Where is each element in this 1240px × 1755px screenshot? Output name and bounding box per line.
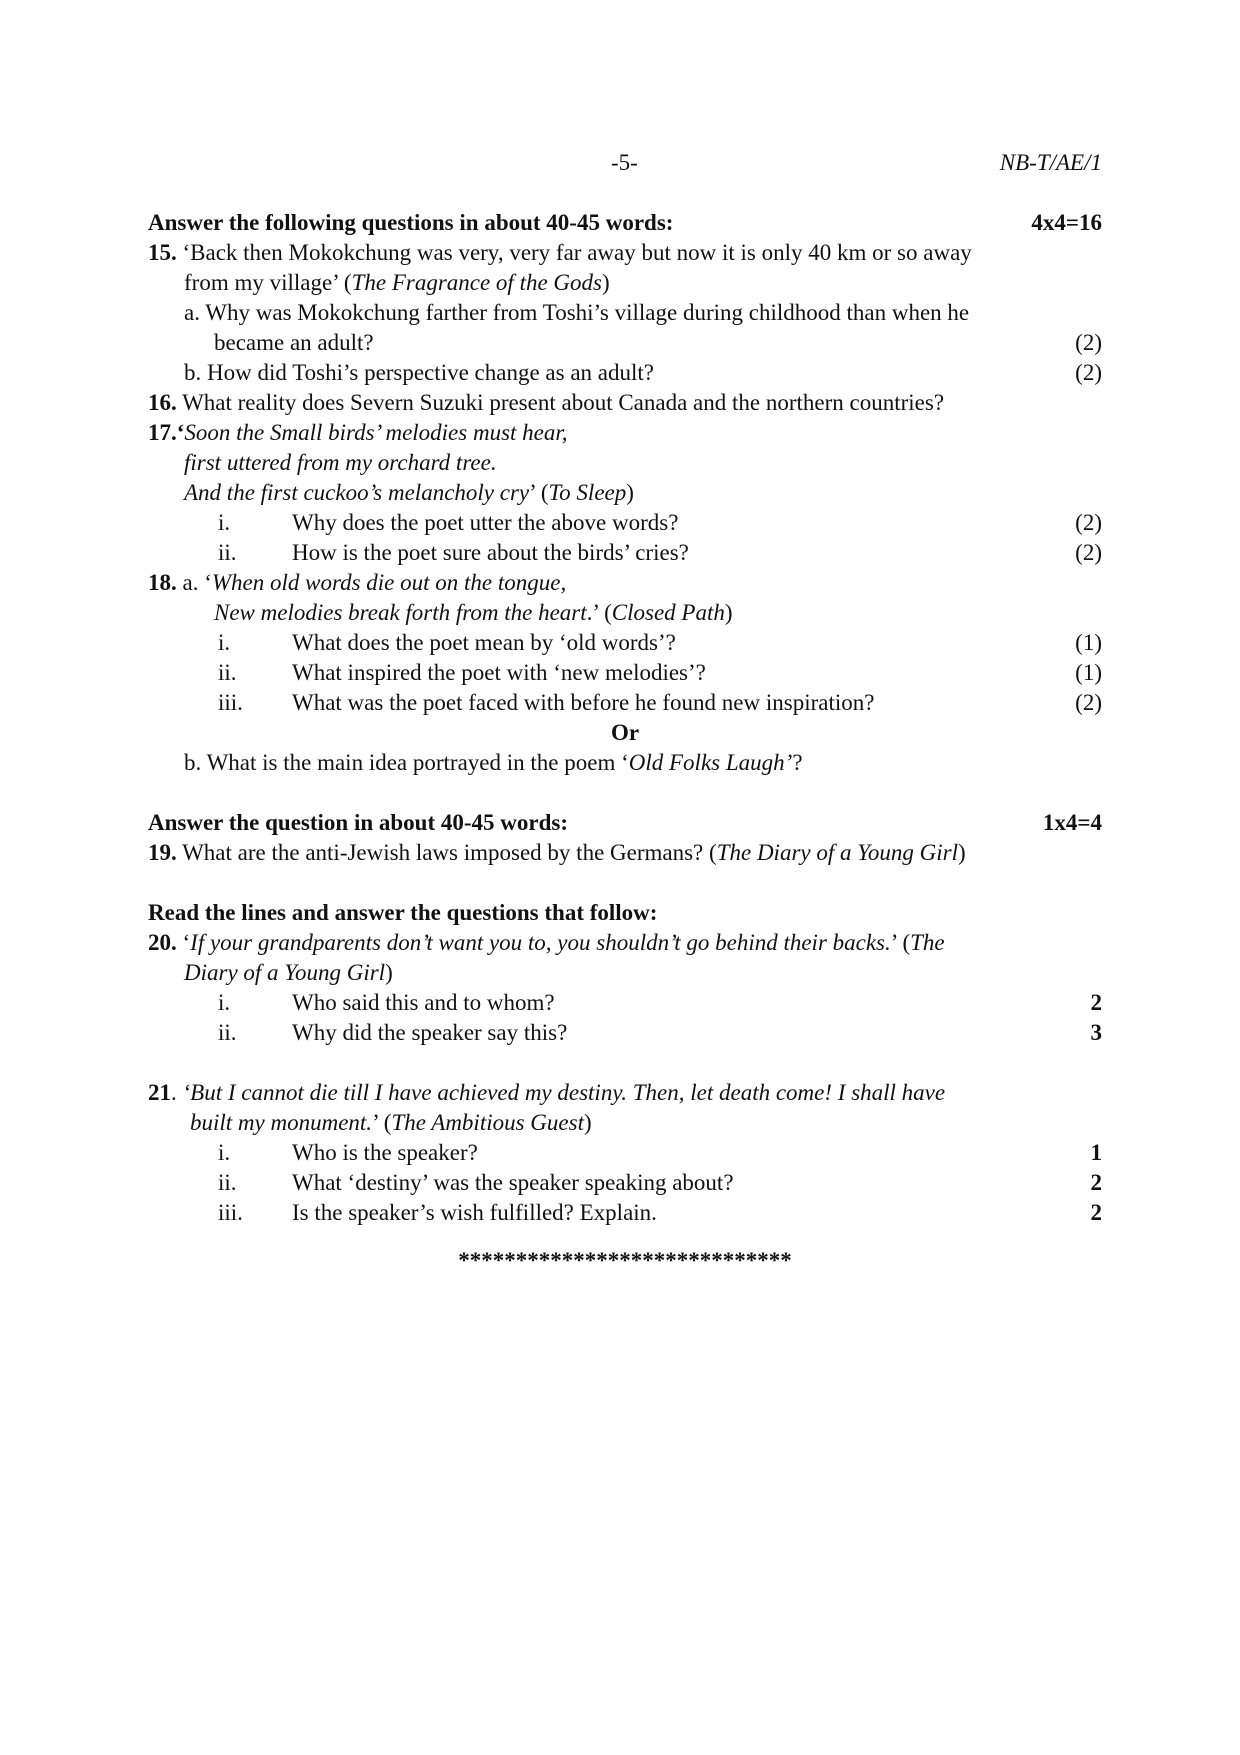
marks: (2)	[1075, 330, 1102, 355]
subquestion-text: b. How did Toshi’s perspective change as an adult?	[184, 360, 654, 385]
source-title: Closed Path	[611, 600, 725, 625]
question-number: 17.	[148, 420, 177, 445]
question-number: 15.	[148, 240, 177, 265]
subquestion-text: What inspired the poet with ‘new melodies’?	[292, 660, 706, 685]
subquestion-number: ii.	[218, 660, 237, 685]
question-15a-line-2	[148, 328, 1102, 358]
marks: 1	[1090, 1140, 1102, 1165]
question-text: )	[626, 480, 634, 505]
question-15a	[148, 298, 1102, 328]
section-heading-text: Answer the following questions in about 40-45 words:	[148, 210, 674, 235]
question-21-line-2	[148, 1108, 1102, 1138]
question-text: a. ‘	[182, 570, 212, 595]
marks: (2)	[1075, 540, 1102, 565]
subquestion-number: i.	[218, 510, 231, 535]
question-21	[148, 1078, 1102, 1108]
question-text: )	[724, 600, 733, 625]
source-title: To Sleep	[548, 480, 627, 505]
question-text: ’ (	[890, 930, 911, 955]
question-17-line-3	[148, 478, 1102, 508]
page-header	[148, 148, 1102, 178]
question-18-i	[148, 628, 1102, 658]
subquestion-text: Why did the speaker say this?	[292, 1020, 568, 1045]
section-heading-text: Answer the question in about 40-45 words:	[148, 810, 569, 835]
marks: 2	[1090, 1170, 1102, 1195]
subquestion-text: became an adult?	[214, 330, 374, 355]
subquestion-text: Who is the speaker?	[292, 1140, 478, 1165]
marks: (2)	[1075, 510, 1102, 535]
marks: (2)	[1075, 360, 1102, 385]
question-21-ii	[148, 1168, 1102, 1198]
question-17-i	[148, 508, 1102, 538]
section-heading-2	[148, 808, 1102, 838]
question-18b	[148, 748, 1102, 778]
quote-mark: ‘	[176, 420, 185, 445]
quoted-line: built my monument.	[190, 1110, 373, 1135]
question-21-i	[148, 1138, 1102, 1168]
question-number: 18.	[148, 570, 177, 595]
question-18-line-2	[148, 598, 1102, 628]
or-divider: Or	[610, 720, 640, 745]
subquestion-number: iii.	[218, 1200, 243, 1225]
spacer	[148, 868, 1102, 898]
question-text: .	[171, 1080, 183, 1105]
quoted-line: If your grandparents don’t want you to, you shouldn’t go behind their backs.	[190, 930, 891, 955]
quote-mark: ‘	[182, 930, 191, 955]
subquestion-text: a. Why was Mokokchung farther from Toshi’s village during childhood than when he	[184, 300, 970, 325]
question-15	[148, 238, 1102, 268]
question-17-ii	[148, 538, 1102, 568]
subquestion-text: Why does the poet utter the above words?	[292, 510, 679, 535]
question-17	[148, 418, 1102, 448]
question-number: 19.	[148, 840, 177, 865]
quoted-line: ‘But I cannot die till I have achieved my destiny. Then, let death come! I shall have	[182, 1080, 946, 1105]
question-18-ii	[148, 658, 1102, 688]
subquestion-text: What ‘destiny’ was the speaker speaking about?	[292, 1170, 734, 1195]
subquestion-text: What was the poet faced with before he found new inspiration?	[292, 690, 875, 715]
poem-line: Soon the Small birds’ melodies must hear,	[184, 420, 568, 445]
source-title: The Fragrance of the Gods	[351, 270, 602, 295]
spacer	[148, 1048, 1102, 1078]
subquestion-number: ii.	[218, 1170, 237, 1195]
question-15-line-2	[148, 268, 1102, 298]
question-20-ii	[148, 1018, 1102, 1048]
source-title: The	[910, 930, 945, 955]
subquestion-text: Who said this and to whom?	[292, 990, 555, 1015]
subquestion-number: iii.	[218, 690, 243, 715]
question-17-line-2	[148, 448, 1102, 478]
question-number: 16.	[148, 390, 177, 415]
question-text: ’ (	[529, 480, 549, 505]
marks: (1)	[1075, 630, 1102, 655]
marks: 2	[1090, 990, 1102, 1015]
question-20-line-2	[148, 958, 1102, 988]
question-text: from my village’ (	[184, 270, 352, 295]
question-text: )	[583, 1110, 592, 1135]
section-marks: 1x4=4	[1042, 810, 1102, 835]
question-text: )	[958, 840, 966, 865]
poem-line: New melodies break forth from the heart	[214, 600, 587, 625]
subquestion-text: b. What is the main idea portrayed in the poem ‘	[184, 750, 629, 775]
subquestion-number: ii.	[218, 540, 237, 565]
question-text: ‘Back then Mokokchung was very, very far away but now it is only 40 km or so away	[182, 240, 972, 265]
question-20	[148, 928, 1102, 958]
paper-code: NB-T/AE/1	[999, 150, 1102, 175]
question-text: What reality does Severn Suzuki present about Canada and the northern countries?	[182, 390, 945, 415]
question-21-iii	[148, 1198, 1102, 1228]
section-heading-3	[148, 898, 1102, 928]
page-number: -5-	[611, 150, 638, 175]
marks: (2)	[1075, 690, 1102, 715]
subquestion-text: ?	[792, 750, 803, 775]
source-title: The Ambitious Guest	[391, 1110, 584, 1135]
end-of-paper-stars: *****************************	[458, 1248, 792, 1273]
question-text: )	[601, 270, 610, 295]
section-heading-1	[148, 208, 1102, 238]
question-20-i	[148, 988, 1102, 1018]
section-heading-text: Read the lines and answer the questions that follow:	[148, 900, 658, 925]
subquestion-text: Is the speaker’s wish fulfilled? Explain.	[292, 1200, 657, 1225]
spacer	[148, 778, 1102, 808]
question-18-iii	[148, 688, 1102, 718]
subquestion-number: ii.	[218, 1020, 237, 1045]
question-number: 20.	[148, 930, 177, 955]
question-18	[148, 568, 1102, 598]
question-text: .’ (	[586, 600, 612, 625]
section-marks: 4x4=16	[1031, 210, 1102, 235]
source-title: Old Folks Laugh’	[628, 750, 793, 775]
subquestion-text: What does the poet mean by ‘old words’?	[292, 630, 676, 655]
question-19	[148, 838, 1102, 868]
question-text: ’ (	[372, 1110, 392, 1135]
poem-line: When old words die out on the tongue,	[211, 570, 567, 595]
source-title: Diary of a Young Girl	[184, 960, 386, 985]
subquestion-number: i.	[218, 990, 231, 1015]
question-15b	[148, 358, 1102, 388]
question-text: What are the anti-Jewish laws imposed by the Germans? (	[182, 840, 717, 865]
subquestion-number: i.	[218, 630, 231, 655]
marks: 2	[1090, 1200, 1102, 1225]
question-number: 21	[148, 1080, 171, 1105]
source-title: The Diary of a Young Girl	[716, 840, 959, 865]
subquestion-text: How is the poet sure about the birds’ cries?	[292, 540, 689, 565]
marks: 3	[1090, 1020, 1102, 1045]
question-text: )	[385, 960, 393, 985]
marks: (1)	[1075, 660, 1102, 685]
question-16	[148, 388, 1102, 418]
subquestion-number: i.	[218, 1140, 231, 1165]
poem-line: first uttered from my orchard tree.	[184, 450, 497, 475]
poem-line: And the first cuckoo’s melancholy cry	[184, 480, 530, 505]
